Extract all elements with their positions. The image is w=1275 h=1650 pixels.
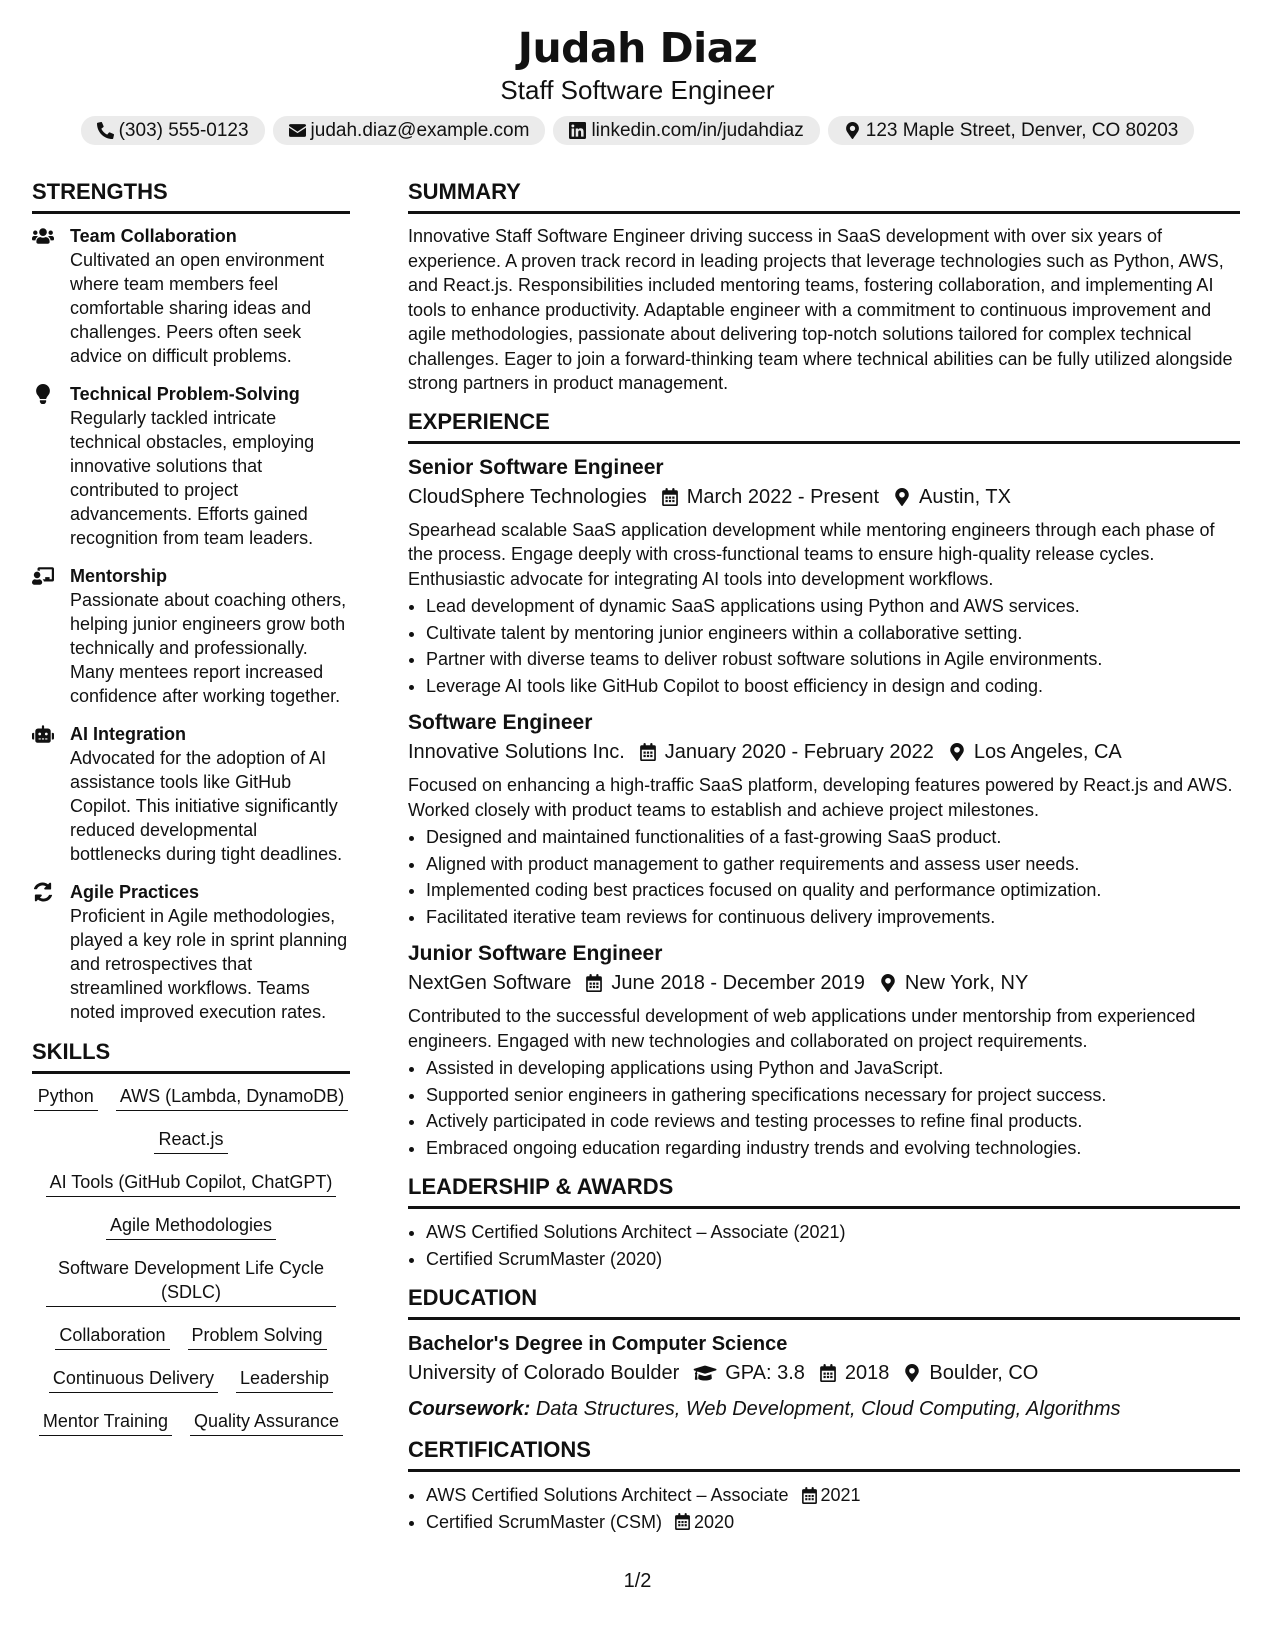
cert-year: 2020 [694, 1511, 735, 1532]
strength-title: Technical Problem-Solving [70, 384, 300, 404]
lightbulb-icon [32, 384, 54, 404]
cert-name: • AWS Certified Solutions Architect – Associate [426, 1485, 789, 1505]
job-title: Senior Software Engineer [408, 455, 664, 479]
job-entry [408, 940, 1240, 1161]
skill-tag: Continuous Delivery [49, 1366, 218, 1393]
contact-email[interactable] [273, 116, 546, 145]
calendar-icon [801, 1487, 818, 1504]
right-column [408, 178, 1240, 1547]
skill-tag: Problem Solving [188, 1323, 327, 1350]
job-description: Contributed to the successful development of web applications under mentorship from experienced engineers. Engaged with new technologies and collaborated on project requirements. [408, 1006, 1196, 1051]
skill-tag: AWS (Lambda, DynamoDB) [116, 1084, 348, 1111]
sync-icon [32, 882, 54, 902]
calendar-icon [639, 743, 657, 761]
degree-title: Bachelor's Degree in Computer Science [408, 1333, 788, 1355]
job-description: Spearhead scalable SaaS application development while mentoring engineers through each phase of the process. Engage deeply with cross-functional teams to ensure high-quality release cycles. Enthusiastic advocate for integrating AI tools into development workflows. [408, 519, 1215, 589]
job-dates: January 2020 - February 2022 [664, 741, 934, 763]
job-entry [408, 709, 1240, 930]
summary-text: Innovative Staff Software Engineer driving success in SaaS development with over six years of experience. A proven track record in leading projects that leverage technologies such as Python, AWS, and React.js. Responsibilities included mentoring teams, fostering collaboration, and implementing AI tools to enhance productivity. Adaptable engineer with a commitment to continuous improvement and agile methodologies, passionate about delivering top-notch solutions tailored for complex technical challenges. Eager to join a forward-thinking team where technical abilities can be fully utilized alongside strong partners in product management. [408, 226, 1233, 393]
calendar-icon [674, 1513, 691, 1530]
skill-tag: Leadership [236, 1366, 333, 1393]
coursework-label: Coursework: [408, 1398, 531, 1420]
strength-title: Team Collaboration [70, 226, 237, 246]
calendar-icon [661, 488, 679, 506]
list-item: • Leverage AI tools like GitHub Copilot to boost efficiency in design and coding. [426, 673, 1240, 700]
gpa: GPA: 3.8 [725, 1362, 805, 1384]
certifications-list [408, 1482, 1240, 1535]
job-bullets [408, 1055, 1240, 1161]
strength-desc: Cultivated an open environment where team members feel comfortable sharing ideas and challenges. Peers often seek advice on difficult problems. [70, 250, 325, 366]
leadership-list [408, 1219, 1240, 1272]
skill-tag: React.js [154, 1127, 227, 1154]
list-item: • Embraced ongoing education regarding industry trends and evolving technologies. [426, 1135, 1240, 1162]
experience-heading: EXPERIENCE [408, 408, 1240, 444]
map-pin-icon [903, 1364, 921, 1382]
list-item: • Supported senior engineers in gathering specifications necessary for project success. [426, 1082, 1240, 1109]
linkedin-icon [569, 122, 586, 139]
coursework-list: Data Structures, Web Development, Cloud Computing, Algorithms [535, 1398, 1121, 1420]
strength-desc: Passionate about coaching others, helping junior engineers grow both technically and professionally. Many mentees report increased confidence after working together. [70, 590, 347, 706]
strength-item [32, 880, 350, 1024]
candidate-name: Judah Diaz [517, 24, 758, 72]
school-name: University of Colorado Boulder [408, 1362, 680, 1384]
strength-item [32, 564, 350, 708]
envelope-icon [289, 122, 306, 139]
strength-title: Agile Practices [70, 882, 200, 902]
certifications-heading: CERTIFICATIONS [408, 1436, 1240, 1472]
job-bullets [408, 824, 1240, 930]
job-bullets [408, 593, 1240, 699]
strength-title: AI Integration [70, 724, 186, 744]
skill-tag: Python [34, 1084, 98, 1111]
job-dates: June 2018 - December 2019 [611, 972, 865, 994]
skills-list [32, 1084, 350, 1436]
robot-icon [32, 724, 54, 744]
job-entry [408, 454, 1240, 700]
list-item: • Designed and maintained functionalities of a fast-growing SaaS product. [426, 824, 1240, 851]
job-description: Focused on enhancing a high-traffic SaaS platform, developing features powered by React.js and AWS. Worked closely with product teams to establish and achieve project milestones. [408, 775, 1233, 820]
list-item: • Certified ScrumMaster (2020) [426, 1246, 1240, 1273]
summary-heading: SUMMARY [408, 178, 1240, 214]
cert-name: • Certified ScrumMaster (CSM) [426, 1511, 663, 1532]
skill-tag: Software Development Life Cycle (SDLC) [46, 1256, 336, 1307]
skill-tag: Mentor Training [39, 1409, 172, 1436]
strength-desc: Regularly tackled intricate technical obstacles, employing innovative solutions that contributed to project advancements. Efforts gained recognition from team leaders. [70, 408, 315, 548]
company-name: NextGen Software [408, 972, 572, 994]
strength-desc: Proficient in Agile methodologies, played a key role in sprint planning and retrospectives that streamlined workflows. Teams noted improved execution rates. [70, 906, 348, 1022]
list-item: • Lead development of dynamic SaaS applications using Python and AWS services. [426, 593, 1240, 620]
phone-text: (303) 555-0123 [118, 120, 249, 141]
calendar-icon [819, 1364, 837, 1382]
school-location: Boulder, CO [929, 1362, 1039, 1384]
teacher-icon [32, 566, 54, 586]
list-item: • Actively participated in code reviews and testing processes to refine final products. [426, 1108, 1240, 1135]
graduation-cap-icon [693, 1364, 717, 1382]
email-text: judah.diaz@example.com [310, 120, 530, 141]
calendar-icon [585, 974, 603, 992]
map-pin-icon [844, 122, 861, 139]
list-item: • Assisted in developing applications using Python and JavaScript. [426, 1055, 1240, 1082]
list-item: • Partner with diverse teams to deliver robust software solutions in Agile environments. [426, 646, 1240, 673]
strength-desc: Advocated for the adoption of AI assistance tools like GitHub Copilot. This initiative significantly reduced developmental bottlenecks during tight deadlines. [70, 748, 343, 864]
contact-address [828, 116, 1195, 145]
users-icon [32, 226, 54, 246]
coursework [408, 1394, 1240, 1424]
strength-item [32, 722, 350, 866]
list-item: • Cultivate talent by mentoring junior engineers within a collaborative setting. [426, 620, 1240, 647]
strength-item [32, 224, 350, 368]
cert-year: 2021 [820, 1485, 861, 1505]
left-column [32, 178, 350, 1452]
map-pin-icon [879, 974, 897, 992]
company-name: Innovative Solutions Inc. [408, 741, 625, 763]
list-item [426, 1509, 1240, 1536]
job-location: New York, NY [904, 972, 1029, 994]
strength-item [32, 382, 350, 550]
linkedin-text: linkedin.com/in/judahdiaz [591, 120, 804, 141]
list-item: • Facilitated iterative team reviews for continuous delivery improvements. [426, 904, 1240, 931]
skill-tag: AI Tools (GitHub Copilot, ChatGPT) [46, 1170, 337, 1197]
job-dates: March 2022 - Present [686, 485, 880, 508]
contact-phone[interactable] [81, 116, 265, 145]
skill-tag: Collaboration [55, 1323, 169, 1350]
map-pin-icon [893, 488, 911, 506]
contact-linkedin[interactable] [553, 116, 819, 145]
skill-tag: Quality Assurance [190, 1409, 343, 1436]
leadership-heading: LEADERSHIP & AWARDS [408, 1173, 1240, 1209]
phone-icon [97, 122, 114, 139]
page-number: 1/2 [623, 1570, 652, 1592]
address-text: 123 Maple Street, Denver, CO 80203 [865, 120, 1179, 141]
job-title: Software Engineer [408, 711, 593, 734]
list-item: • Aligned with product management to gather requirements and assess user needs. [426, 851, 1240, 878]
skills-heading: SKILLS [32, 1038, 350, 1074]
resume-header [0, 0, 1275, 145]
education-heading: EDUCATION [408, 1284, 1240, 1320]
company-name: CloudSphere Technologies [408, 485, 647, 508]
list-item: • Implemented coding best practices focused on quality and performance optimization. [426, 877, 1240, 904]
strengths-heading: STRENGTHS [32, 178, 350, 214]
job-title: Junior Software Engineer [408, 942, 663, 965]
list-item [426, 1482, 1240, 1509]
skill-tag: Agile Methodologies [106, 1213, 276, 1240]
graduation-year: 2018 [844, 1362, 890, 1384]
job-location: Los Angeles, CA [973, 741, 1122, 763]
map-pin-icon [948, 743, 966, 761]
strength-title: Mentorship [70, 566, 167, 586]
contact-bar [0, 116, 1275, 145]
job-location: Austin, TX [919, 485, 1011, 508]
candidate-title: Staff Software Engineer [500, 75, 775, 105]
list-item: • AWS Certified Solutions Architect – Associate (2021) [426, 1219, 1240, 1246]
